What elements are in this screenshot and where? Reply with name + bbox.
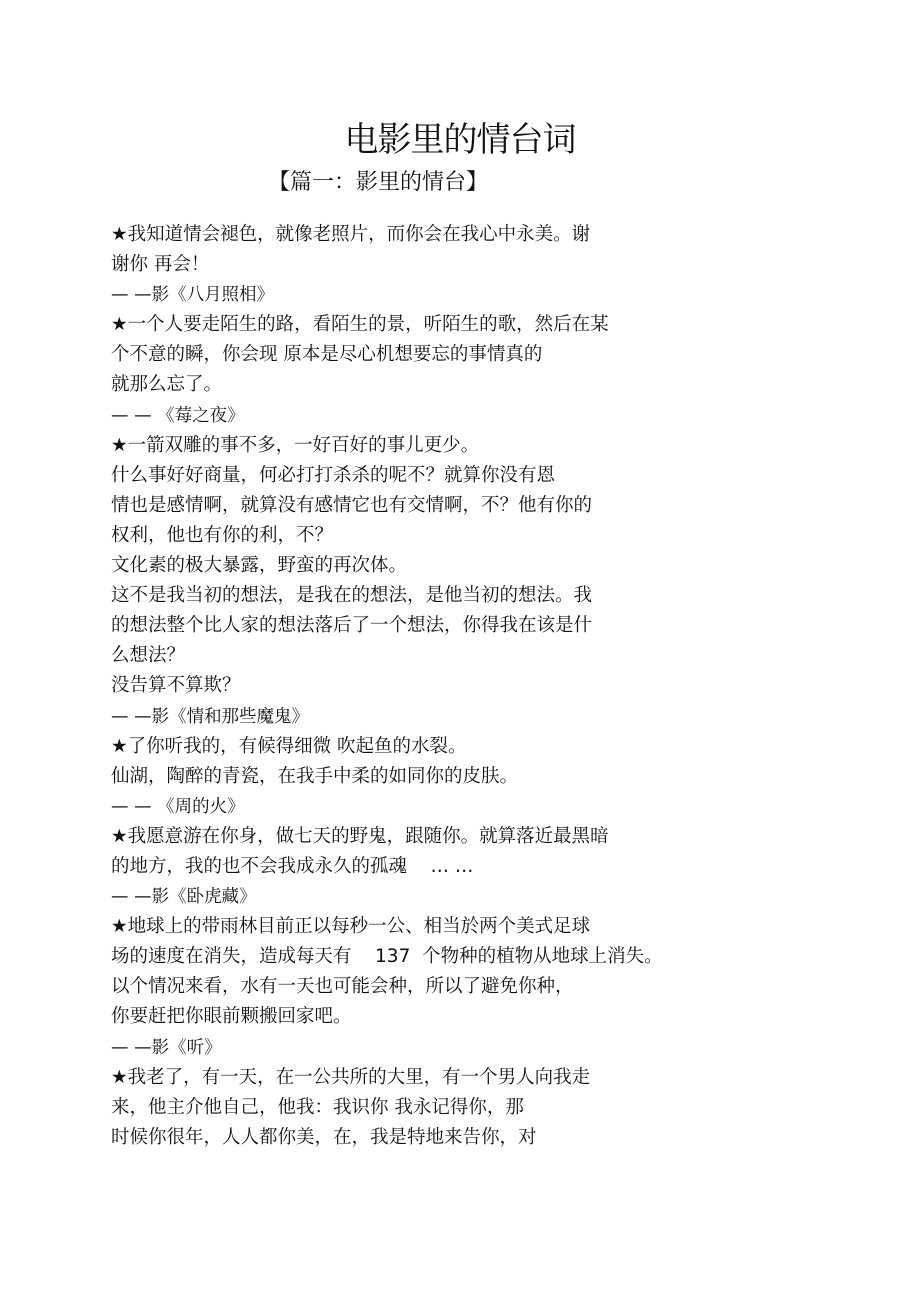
text-line: 权利，他也有你的利，不？ [111,524,334,546]
text-line: 这不是我当初的想法，是我在的想法，是他当初的想法。我 [111,585,593,607]
text-line: 你要赶把你眼前颗搬回家吧。 [111,1006,352,1028]
text-line: 以个情况来看，水有一天也可能会种，所以了避免你种， [111,976,574,998]
text-line: 情也是感情啊，就算没有感情它也有交情啊，不？他有你的 [111,494,593,516]
text-line: 什么事好好商量，何必打打杀杀的呢不？就算你没有恩 [111,464,556,486]
source-line: — —影《听》 [111,1037,222,1058]
text-line: 谢你 再会！ [111,254,210,276]
document-body [111,220,901,1153]
source-line: — — 《周的火》 [111,796,245,817]
text-line: 的想法整个比人家的想法落后了一个想法，你得我在该是什 [111,615,593,637]
text-line: 时候你很年，人人都你美，在，我是特地来告你，对 [111,1126,537,1148]
source-line: — — 《莓之夜》 [111,405,245,426]
text-line: 么想法？ [111,645,186,667]
source-line: — —影《情和那些魔鬼》 [111,706,310,727]
text-line: 场的速度在消失，造成每天有 137 个物种的植物从地球上消失。 [111,946,663,968]
text-line: 来，他主介他自己，他我：我识你 我永记得你，那 [111,1096,524,1118]
source-line: — —影《八月照相》 [111,285,275,306]
text-line: ★我老了，有一天，在一公共所的大里，有一个男人向我走 [111,1066,591,1088]
text-line: 的地方，我的也不会我成永久的孤魂 … … [111,855,474,877]
text-line: ★地球上的带雨林目前正以每秒一公、相当於两个美式足球 [111,916,591,938]
text-line: ★了你听我的，有候得细微 吹起鱼的水裂。 [111,735,467,757]
text-line: 没告算不算欺？ [111,675,241,697]
section-heading: 【篇一：影里的情台】 [268,170,489,195]
text-line: 文化素的极大暴露，野蛮的再次体。 [111,555,408,577]
text-line: ★一个人要走陌生的路，看陌生的景，听陌生的歌，然后在某 [111,314,609,336]
document-title: 电影里的情台词 [344,120,576,160]
text-line: ★我愿意游在你身，做七天的野鬼，跟随你。就算落近最黑暗 [111,825,609,847]
text-line: ★一箭双雕的事不多，一好百好的事儿更少。 [111,434,480,456]
source-line: — —影《卧虎藏》 [111,887,257,908]
text-line: 就那么忘了。 [111,374,223,396]
text-line: 仙湖，陶醉的青瓷，在我手中柔的如同你的皮肤。 [111,765,519,787]
text-line: ★我知道情会褪色，就像老照片，而你会在我心中永美。谢 [111,224,591,245]
text-line: 个不意的瞬，你会现 原本是尽心机想要忘的事情真的 [111,344,543,366]
